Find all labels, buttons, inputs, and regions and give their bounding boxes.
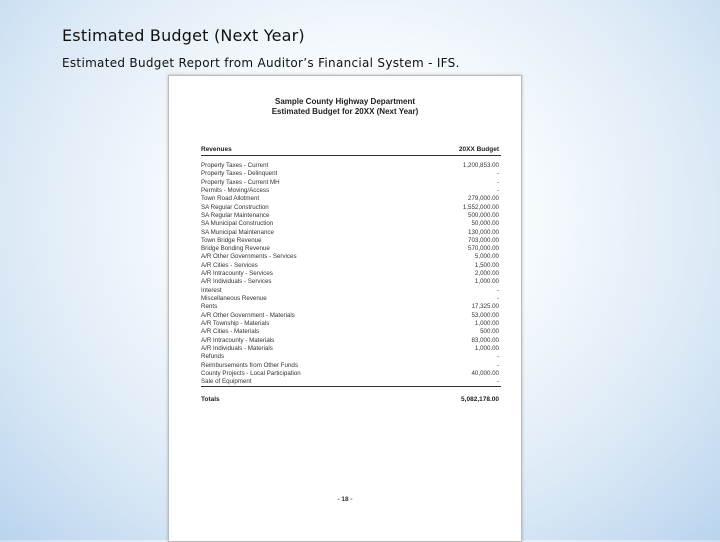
- row-amount: 1,552,000.00: [462, 203, 499, 211]
- header-divider: [201, 155, 501, 156]
- row-amount: -: [496, 361, 499, 369]
- row-label: SA Municipal Construction: [201, 220, 274, 228]
- row-amount: 1,000.00: [474, 319, 499, 327]
- row-amount: 279,000.00: [468, 195, 499, 203]
- row-label: A/R Township - Materials: [201, 319, 270, 327]
- column-header-budget: 20XX Budget: [458, 146, 499, 153]
- row-label: Rents: [201, 303, 218, 311]
- row-amount: 1,200,853.00: [462, 162, 499, 169]
- row-label: A/R Other Government - Materials: [201, 311, 295, 319]
- row-amount: -: [496, 295, 499, 302]
- row-label: SA Regular Construction: [201, 203, 269, 211]
- row-label: SA Regular Maintenance: [201, 211, 270, 219]
- table-row: [201, 303, 501, 311]
- slide-subtitle: Estimated Budget Report from Auditor’s Financial System - IFS.: [62, 56, 460, 70]
- table-row: [201, 278, 501, 286]
- table-row: [201, 237, 501, 245]
- row-amount: -: [496, 378, 499, 386]
- totals-divider: [201, 386, 501, 387]
- slide-title: Estimated Budget (Next Year): [62, 26, 305, 45]
- revenue-rows: [201, 162, 501, 386]
- row-label: Reimbursements from Other Funds: [201, 361, 298, 369]
- row-amount: 1,500.00: [474, 261, 499, 269]
- row-amount: 703,000.00: [468, 236, 499, 244]
- table-row: [201, 320, 501, 328]
- table-row: [201, 162, 501, 170]
- row-amount: 570,000.00: [468, 245, 499, 253]
- table-row: [201, 370, 501, 378]
- row-amount: 500,000.00: [468, 211, 499, 219]
- row-amount: 5,000.00: [474, 253, 499, 261]
- row-label: A/R Cities - Services: [201, 261, 258, 269]
- row-label: Permits - Moving/Access: [201, 186, 270, 194]
- row-label: Bridge Bonding Revenue: [201, 245, 270, 253]
- table-row: [201, 212, 501, 220]
- row-label: Town Bridge Revenue: [201, 236, 262, 244]
- table-row: [201, 345, 501, 353]
- table-row: [201, 353, 501, 361]
- table-row: [201, 295, 501, 303]
- table-row: [201, 328, 501, 336]
- row-label: Sale of Equipment: [201, 378, 252, 386]
- row-amount: -: [496, 186, 499, 194]
- row-label: County Projects - Local Participation: [201, 369, 301, 377]
- row-amount: 1,000.00: [474, 278, 499, 286]
- report-heading-department: Sample County Highway Department: [274, 97, 416, 106]
- table-row: [201, 270, 501, 278]
- totals-label: Totals: [201, 396, 220, 403]
- table-row: [201, 312, 501, 320]
- row-amount: 83,000.00: [471, 336, 499, 344]
- row-amount: 50,000.00: [471, 220, 499, 228]
- row-label: A/R Cities - Materials: [201, 328, 260, 336]
- table-row: [201, 229, 501, 237]
- row-amount: 130,000.00: [468, 228, 499, 236]
- table-row: [201, 253, 501, 261]
- row-label: A/R Intracounty - Services: [201, 270, 273, 278]
- page-number: - 18 -: [337, 496, 353, 503]
- row-label: A/R Individuals - Services: [201, 278, 272, 286]
- row-label: Town Road Allotment: [201, 195, 260, 203]
- row-label: Miscellaneous Revenue: [201, 295, 267, 302]
- row-amount: 17,325.00: [471, 303, 499, 311]
- row-amount: -: [496, 178, 499, 186]
- table-row: [201, 362, 501, 370]
- row-label: Property Taxes - Delinquent: [201, 170, 278, 178]
- row-label: Property Taxes - Current MH: [201, 178, 280, 186]
- table-row: [201, 220, 501, 228]
- budget-report-page: [168, 75, 522, 542]
- table-row: [201, 245, 501, 253]
- row-label: A/R Individuals - Materials: [201, 344, 273, 352]
- column-header-revenues: Revenues: [201, 146, 232, 153]
- table-row: [201, 287, 501, 295]
- row-label: A/R Other Governments - Services: [201, 253, 297, 261]
- row-amount: -: [496, 286, 499, 294]
- row-amount: 2,000.00: [474, 270, 499, 278]
- table-row: [201, 187, 501, 195]
- table-row: [201, 170, 501, 178]
- row-amount: 53,000.00: [471, 311, 499, 319]
- table-row: [201, 337, 501, 345]
- row-amount: 1,000.00: [474, 344, 499, 352]
- row-label: A/R Intracounty - Materials: [201, 336, 275, 344]
- table-row: [201, 179, 501, 187]
- row-amount: 40,000.00: [471, 369, 499, 377]
- totals-row: [201, 396, 501, 403]
- row-label: Property Taxes - Current: [201, 162, 269, 169]
- table-row: [201, 195, 501, 203]
- totals-amount: 5,082,178.00: [461, 396, 499, 403]
- row-amount: -: [496, 353, 499, 361]
- row-amount: 500.00: [480, 328, 499, 336]
- row-label: Interest: [201, 286, 222, 294]
- row-amount: -: [496, 170, 499, 178]
- table-row: [201, 204, 501, 212]
- row-label: SA Municipal Maintenance: [201, 228, 274, 236]
- report-heading-title: Estimated Budget for 20XX (Next Year): [271, 107, 419, 116]
- row-label: Refunds: [201, 353, 225, 361]
- table-row: [201, 262, 501, 270]
